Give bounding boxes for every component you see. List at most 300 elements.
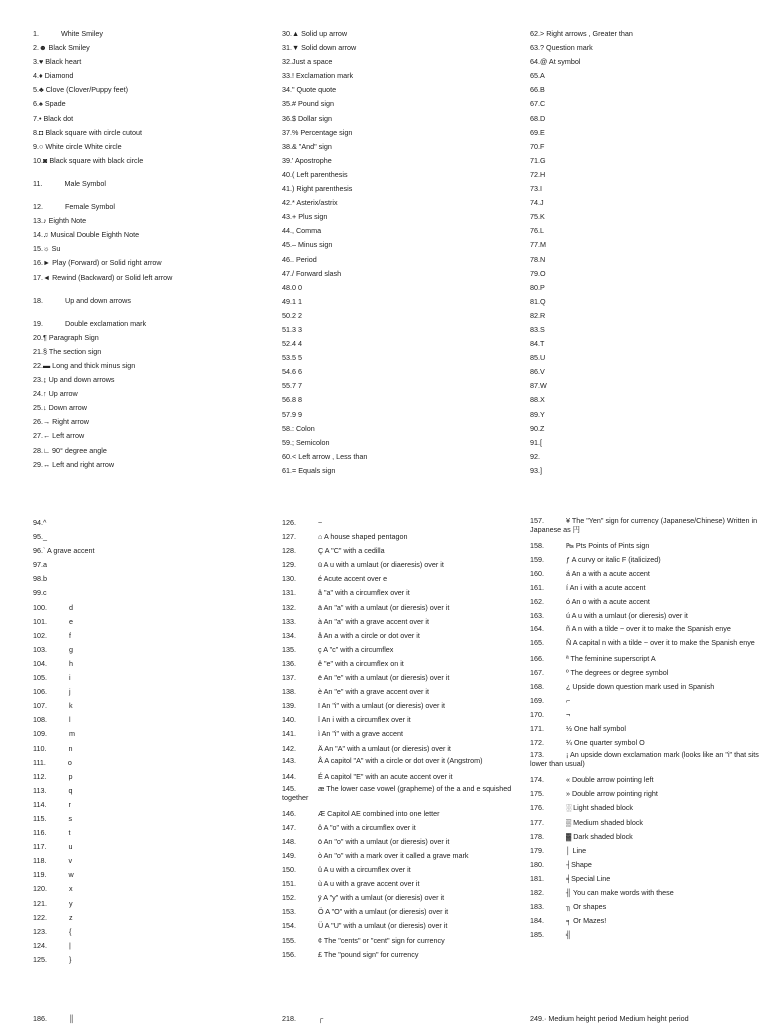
item-number: 81. [530,296,540,306]
list-item [530,323,766,337]
item-number: 2. [33,43,39,53]
item-number: 163. [530,611,544,621]
list-item [530,886,766,900]
item-text: r [68,799,71,809]
item-text: $ Dollar sign [292,113,332,123]
item-number: 10. [33,155,43,165]
list-item [33,953,273,967]
list-item [33,798,273,812]
item-number: 34. [282,85,292,95]
list-item [33,544,273,558]
item-text: ê "e" with a circumflex on it [318,658,404,668]
list-item [33,41,273,55]
item-text: ; Semicolon [292,437,330,447]
item-text: • Black dot [39,113,74,123]
item-text: 5 5 [292,353,302,363]
item-number: 147. [282,822,296,832]
list-item [530,844,766,858]
item-text: & "And" sign [292,141,332,151]
item-text: D [540,113,546,123]
item-text: ª The feminine superscript A [566,653,656,663]
item-number: 123. [33,926,47,936]
item-text: u [68,842,73,852]
item-number: 64. [530,57,540,67]
list-item [33,572,273,586]
item-number: 151. [282,879,296,889]
item-number: 138. [282,687,296,697]
spacer [33,191,273,200]
item-number: 19. [33,318,43,328]
item-text: ò An "o" with a mark over it called a grave mark [318,850,469,860]
item-number: 156. [282,949,296,959]
item-number: 70. [530,141,540,151]
list-item [282,27,522,41]
item-number: 146. [282,808,296,818]
item-text: h [69,658,73,668]
list-item [530,516,766,539]
item-number: 60. [282,451,292,461]
list-item [33,373,273,387]
item-number: 69. [530,127,540,137]
list-item [530,900,766,914]
list-item [33,317,273,331]
item-number: 74. [530,198,540,208]
list-item [33,294,273,308]
item-text: ♫ Musical Double Eighth Note [43,230,140,240]
list-item [530,773,766,787]
list-item [530,872,766,886]
item-number: 169. [530,695,544,705]
list-item [282,97,522,111]
item-number: 110. [33,743,47,753]
item-text: Ü A "U" with a umlaut (or dieresis) over it [318,921,448,931]
list-item [282,934,522,948]
item-text: K [540,212,545,222]
item-text: x [69,884,73,894]
item-text: ₧ Pts Points of Pints sign [566,541,650,550]
item-text: ú A u with a umlaut (or dieresis) over it [566,611,688,621]
item-text: » Double arrow pointing right [566,789,658,799]
list-item [33,458,273,472]
item-number: 66. [530,85,540,95]
item-number: 87. [530,381,540,391]
item-number: 47. [282,268,292,278]
item-number: 45. [282,240,292,250]
item-text: < Left arrow , Less than [292,451,368,461]
item-text: _ [43,532,47,542]
item-text: ☻ Black Smiley [39,43,90,53]
list-item [530,365,766,379]
item-number: 129. [282,560,296,570]
item-number: 91. [530,437,540,447]
item-number: 22. [33,360,43,370]
list-item [282,126,522,140]
item-text: ║ [69,1014,75,1023]
item-text: Double exclamation mark [65,318,147,328]
item-text: I [540,184,542,194]
list-item [282,422,522,436]
list-item [282,238,522,252]
item-text: § The section sign [43,346,102,356]
item-text: â "a" with a circumflex over it [318,588,410,598]
list-item [33,558,273,572]
list-item [33,429,273,443]
item-text: ░ Light shaded block [566,803,634,813]
item-text: ù A u with a grave accent over it [318,879,420,889]
item-text: B [540,85,545,95]
item-number: 13. [33,216,43,226]
item-text: 3 3 [292,324,302,334]
item-number: 21. [33,346,43,356]
item-number: 38. [282,141,292,151]
item-number: 15. [33,244,43,254]
item-number: 39. [282,155,292,165]
item-text: n [68,743,73,753]
list-item [530,238,766,252]
item-number: 142. [282,743,296,753]
item-number: 168. [530,681,544,691]
item-number: 43. [282,212,292,222]
item-number: 101. [33,616,47,626]
item-number: 75. [530,212,540,222]
item-text: ♦ Diamond [39,71,74,81]
item-text: ⌐ [566,695,571,705]
list-item [33,126,273,140]
item-number: 164. [530,623,544,633]
list-item [530,539,766,553]
item-number: 103. [33,644,47,654]
item-number: 98. [33,574,43,584]
item-text: ↨ Up and down arrows [43,375,115,385]
item-number: 182. [530,887,544,897]
item-text: ¥ The "Yen" sign for currency (Japanese/Chinese) Written in Japanese as 円 [530,516,758,534]
list-item [530,267,766,281]
list-item [530,609,766,623]
item-number: 12. [33,202,43,212]
item-text: = Equals sign [292,465,336,475]
item-number: 128. [282,546,296,556]
item-number: 23. [33,375,43,385]
item-number: 175. [530,789,544,799]
item-text: > Right arrows , Greater than [540,29,633,38]
item-number: 104. [33,658,47,668]
item-number: 148. [282,836,296,846]
item-text: £ The "pound sign" for currency [318,949,419,959]
item-text: + Plus sign [292,212,328,222]
item-number: 186. [33,1014,47,1023]
list-item [530,680,766,694]
item-text: ë An "e" with a umlaut (or dieresis) over it [318,673,450,683]
item-text: û A u with a circumflex over it [318,865,411,875]
list-item [530,408,766,422]
item-number: 41. [282,184,292,194]
item-text: T [540,339,545,349]
item-text: y [69,898,73,908]
item-number: 154. [282,921,296,931]
item-number: 97. [33,560,43,570]
item-text: ╡Special Line [566,873,611,883]
list-item [33,911,273,925]
item-text: " Quote quote [292,85,337,95]
block1-col2 [282,27,522,478]
list-item [33,657,273,671]
item-text: ¿ Upside down question mark used in Spanish [566,681,715,691]
item-number: 180. [530,859,544,869]
item-number: 109. [33,729,47,739]
item-text: ◙ Black square with black circle [43,155,144,165]
item-number: 177. [530,817,544,827]
item-text: ƒ A curvy or italic F (italicized) [566,555,661,565]
item-number: 120. [33,884,47,894]
item-number: 44. [282,226,292,236]
list-item [530,750,766,773]
list-item [530,126,766,140]
spacer [33,308,273,317]
item-text: % Percentage sign [292,127,353,137]
item-text: C [540,99,546,109]
list-item [282,586,522,600]
item-text: ó An o with a acute accent [566,597,650,607]
item-number: 174. [530,775,544,785]
item-text: F [540,141,545,151]
list-item [282,464,522,478]
item-number: 159. [530,555,544,565]
item-text: G [540,155,546,165]
list-item [530,422,766,436]
item-text: i [69,673,71,683]
item-number: 96. [33,546,43,556]
item-number: 68. [530,113,540,123]
item-number: 84. [530,339,540,349]
item-number: 114. [33,799,47,809]
block2-col2 [282,516,522,962]
item-text: ♠ Spade [39,99,66,109]
list-item [33,629,273,643]
list-item [282,807,522,821]
list-item [530,567,766,581]
item-text: f [69,630,71,640]
item-number: 171. [530,724,544,734]
list-item [282,863,522,877]
item-number: 184. [530,916,544,926]
item-number: 33. [282,71,292,81]
item-number: 107. [33,701,47,711]
list-item [33,615,273,629]
item-text: ♣ Clove (Clover/Puppy feet) [39,85,129,95]
list-item [282,168,522,182]
item-number: 118. [33,856,47,866]
item-text: ÿ A "y" with a umlaut (or dieresis) over it [318,893,445,903]
list-item [530,694,766,708]
list-item [282,835,522,849]
item-text: Female Symbol [65,202,115,212]
list-item [33,727,273,741]
item-text: ç A "c" with a circumflex [318,644,394,654]
item-number: 130. [282,574,296,584]
list-item [530,464,766,478]
item-number: 178. [530,831,544,841]
item-number: 90. [530,423,540,433]
list-item [282,112,522,126]
item-text: # Pound sign [292,99,334,109]
item-number: 218. [282,1014,296,1023]
item-number: 124. [33,940,47,950]
item-number: 131. [282,588,296,598]
item-text: t [68,828,71,838]
item-number: 172. [530,738,544,748]
list-item [33,331,273,345]
list-item [33,387,273,401]
item-number: 4. [33,71,39,81]
item-number: 85. [530,353,540,363]
item-text: ^ [43,518,47,527]
item-text: · Medium height period Medium height period [544,1014,689,1023]
item-text: W [540,381,547,391]
item-number: 35. [282,99,292,109]
item-number: 62. [530,29,540,38]
list-item [530,722,766,736]
list-item [33,882,273,896]
item-number: 126. [282,518,296,527]
item-number: 1. [33,29,39,38]
list-item [282,948,522,962]
item-number: 67. [530,99,540,109]
item-number: 116. [33,828,47,838]
item-text: b [43,574,47,584]
item-text: ▲ Solid up arrow [292,29,348,38]
item-text: M [540,240,546,250]
item-text: a [43,560,47,570]
item-number: 27. [33,431,43,441]
list-item [530,295,766,309]
list-item [282,365,522,379]
list-item [530,450,766,464]
item-text: ┤Shape [566,859,592,869]
list-item [530,281,766,295]
list-item [282,516,522,530]
item-text: é Acute accent over e [318,574,388,584]
list-item [33,742,273,756]
item-text: – Minus sign [292,240,333,250]
list-item [33,770,273,784]
item-number: 133. [282,616,296,626]
item-text: Q [540,296,546,306]
item-number: 55. [282,381,292,391]
list-item [530,182,766,196]
item-number: 125. [33,954,47,964]
list-item [33,200,273,214]
item-text: ! Exclamation mark [292,71,354,81]
item-text: ○ White circle White circle [39,141,122,151]
item-text: O [540,268,546,278]
item-text: @ At symbol [540,57,581,67]
item-text: L [540,226,544,236]
item-number: 150. [282,865,296,875]
item-number: 127. [282,532,296,542]
item-number: 152. [282,893,296,903]
item-number: 92. [530,451,540,461]
item-number: 86. [530,367,540,377]
list-item [530,168,766,182]
list-item [530,393,766,407]
list-item [33,812,273,826]
item-text: ? Question mark [540,43,593,53]
list-item [282,699,522,713]
list-item [33,27,273,41]
item-number: 25. [33,403,43,413]
list-item [282,337,522,351]
item-text: å An a with a circle or dot over it [318,630,420,640]
item-text: 2 2 [292,310,302,320]
item-number: 29. [33,459,43,469]
item-number: 145. [282,783,296,793]
item-text: → Right arrow [43,417,89,427]
item-text: * Asterix/astrix [292,198,338,208]
item-text: è An "e" with a grave accent over it [318,687,429,697]
list-item [282,657,522,671]
item-text: ö An "o" with a umlaut (or dieresis) over it [318,836,450,846]
list-item [33,154,273,168]
list-item [282,877,522,891]
item-text: d [69,602,73,612]
item-text: ▼ Solid down arrow [292,43,357,53]
list-item [33,939,273,953]
list-item [282,379,522,393]
list-item [530,41,766,55]
list-item [282,891,522,905]
item-text: 1 1 [292,296,302,306]
block1-col3 [530,27,766,478]
item-text: S [540,324,545,334]
item-text: ▒ Medium shaded block [566,817,644,827]
item-number: 181. [530,873,544,883]
list-item [33,925,273,939]
list-item [282,83,522,97]
list-item [33,140,273,154]
list-item [530,97,766,111]
item-number: 140. [282,715,296,725]
list-item [33,177,273,191]
list-item [282,393,522,407]
item-text: Ö A "O" with a umlaut (or dieresis) over it [318,907,449,917]
item-text: ½ One half symbol [566,724,626,734]
item-number: 9. [33,141,39,151]
item-text: 9 9 [292,409,302,419]
list-item [530,210,766,224]
item-text: ¶ Paragraph Sign [43,332,99,342]
item-number: 88. [530,395,540,405]
item-number: 94. [33,518,43,527]
list-item [33,228,273,242]
item-text: g [69,644,73,654]
list-item [282,436,522,450]
list-item [33,401,273,415]
item-text: ↔ Left and right arrow [43,459,115,469]
item-number: 100. [33,602,47,612]
item-number: 5. [33,85,39,95]
list-item [530,787,766,801]
item-text: N [540,254,546,264]
item-text: Ñ A capital n with a tilde ~ over it to make the Spanish enye [566,637,755,647]
list-item [282,685,522,699]
item-text: E [540,127,545,137]
list-item [33,97,273,111]
item-number: 170. [530,709,544,719]
list-item [282,253,522,267]
list-item [282,544,522,558]
list-item [282,601,522,615]
list-item [33,530,273,544]
